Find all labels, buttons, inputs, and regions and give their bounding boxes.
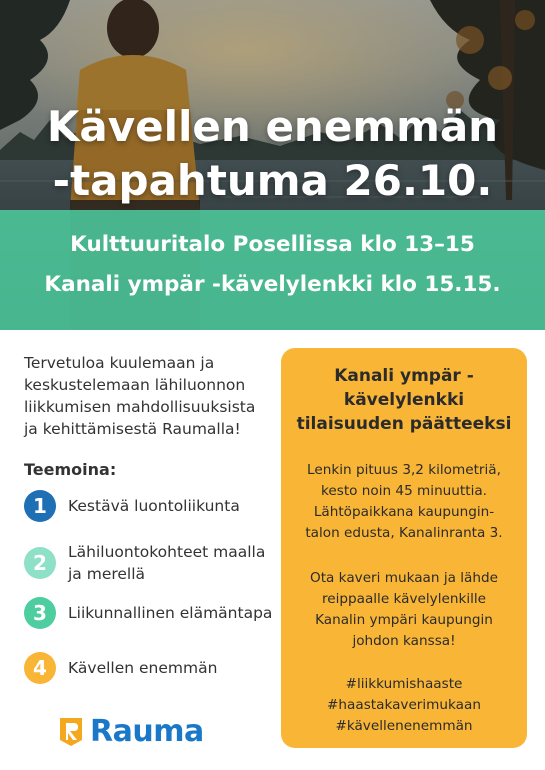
intro-line: Tervetuloa kuulemaan ja	[24, 354, 215, 372]
hashtags	[281, 674, 527, 737]
hashtag: #kävellenenemmän	[335, 718, 473, 734]
topic-label	[68, 541, 278, 585]
info-box-title-line: kävelylenkki	[343, 390, 465, 410]
intro-line: keskustelemaan lähiluonnon	[24, 376, 246, 394]
hashtag: #haastakaverimukaan	[327, 697, 481, 713]
walk-info-box	[281, 348, 527, 748]
topic-item-2	[24, 541, 278, 585]
invitation-line: johdon kanssa!	[352, 633, 456, 649]
rauma-logo-mark-icon	[58, 716, 84, 748]
number-circle-icon: 4	[24, 652, 56, 684]
invitation-text	[281, 568, 527, 652]
venue-time-line: Kulttuuritalo Posellissa klo 13–15	[70, 232, 475, 257]
topic-label-line: ja merellä	[68, 565, 146, 583]
walk-details	[281, 460, 527, 544]
walk-details-line: talon edusta, Kanalinranta 3.	[305, 525, 503, 541]
number-circle-icon: 2	[24, 547, 56, 579]
topic-label-line: Kävellen enemmän	[68, 659, 218, 677]
green-info-band	[0, 210, 545, 330]
intro-line: liikkumisen mahdollisuuksista	[24, 398, 256, 416]
topic-label	[68, 602, 278, 624]
number-circle-icon: 3	[24, 597, 56, 629]
event-title-line-2: -tapahtuma 26.10.	[52, 156, 493, 205]
intro-text	[24, 352, 274, 440]
event-title-line-1: Kävellen enemmän	[46, 102, 499, 151]
hashtag: #liikkumishaaste	[345, 676, 463, 692]
topic-label-line: Lähiluontokohteet maalla	[68, 543, 266, 561]
walk-details-line: Lenkin pituus 3,2 kilometriä,	[307, 462, 501, 478]
info-box-title-line: Kanali ympär -	[334, 366, 474, 386]
info-box-title-line: tilaisuuden päätteeksi	[296, 414, 512, 434]
rauma-logo-text: Rauma	[90, 714, 204, 749]
rauma-logo	[58, 716, 204, 748]
event-title	[0, 100, 545, 208]
hero-section	[0, 0, 545, 330]
topic-label-line: Liikunnallinen elämäntapa	[68, 604, 273, 622]
number-circle-icon: 1	[24, 490, 56, 522]
invitation-line: reippaalle kävelylenkille	[321, 591, 487, 607]
topic-item-1	[24, 490, 278, 522]
invitation-line: Kanalin ympäri kaupungin	[315, 612, 493, 628]
walk-time-line: Kanali ympär -kävelylenkki klo 15.15.	[44, 272, 501, 297]
topic-label	[68, 657, 278, 679]
topic-label-line: Kestävä luontoliikunta	[68, 497, 240, 515]
intro-line: ja kehittämisestä Raumalla!	[24, 420, 241, 438]
walk-details-line: kesto noin 45 minuuttia.	[320, 483, 488, 499]
topic-item-4	[24, 652, 278, 684]
invitation-line: Ota kaveri mukaan ja lähde	[310, 570, 498, 586]
topics-heading: Teemoina:	[24, 460, 117, 479]
topic-item-3	[24, 597, 278, 629]
topic-label	[68, 495, 278, 517]
info-box-title	[281, 364, 527, 436]
walk-details-line: Lähtöpaikkana kaupungin-	[313, 504, 495, 520]
